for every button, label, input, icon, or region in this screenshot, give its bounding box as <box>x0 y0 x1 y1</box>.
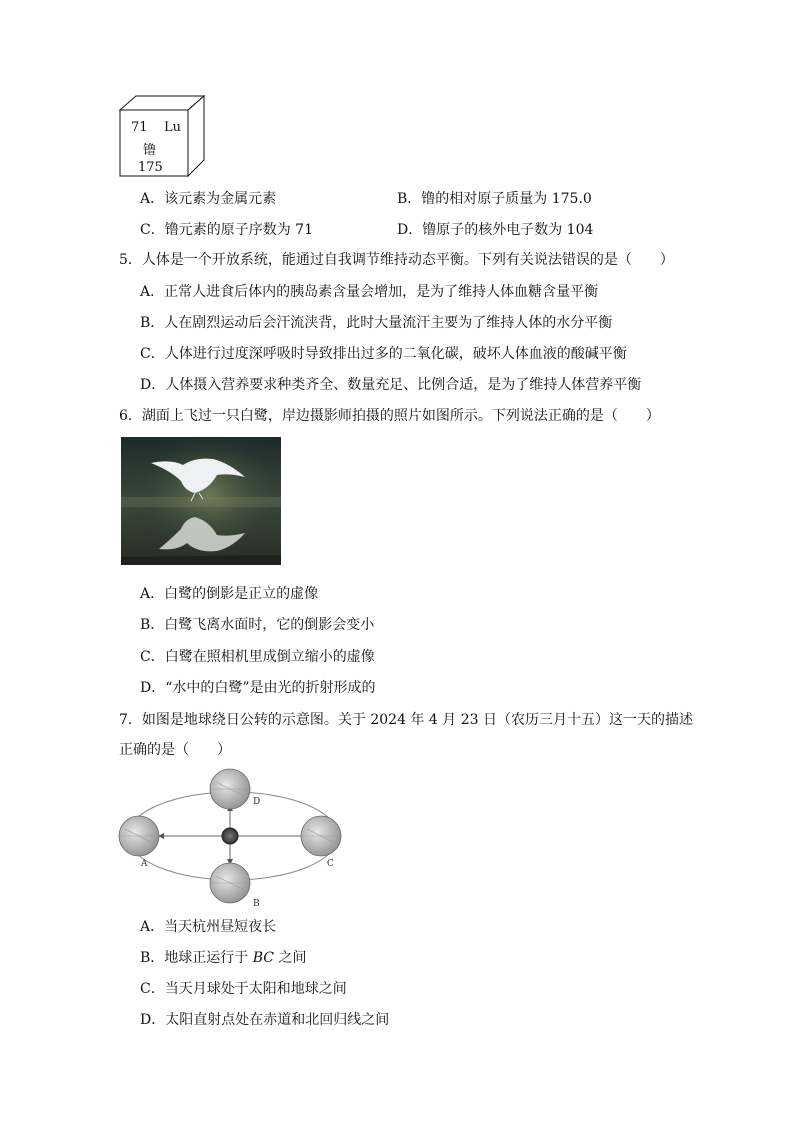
q6-stem: 6．湖面上飞过一只白鹭，岸边摄影师拍摄的照片如图所示。下列说法正确的是（ ） <box>119 408 660 424</box>
q7-option-d: D．太阳直射点处在赤道和北回归线之间 <box>140 1012 390 1028</box>
q7-option-b-variable: BC <box>252 950 275 966</box>
q7-option-a: A．当天杭州昼短夜长 <box>140 919 277 935</box>
q4-option-c: C．镥元素的原子序数为 71 <box>140 222 313 238</box>
earth-icon <box>301 816 341 856</box>
q5-option-a: A．正常人进食后体内的胰岛素含量会增加，是为了维持人体血糖含量平衡 <box>140 284 599 300</box>
q7-option-c: C．当天月球处于太阳和地球之间 <box>140 981 347 997</box>
q4-option-b: B．镥的相对原子质量为 175.0 <box>397 191 592 207</box>
orbit-label-d: D <box>253 797 261 807</box>
element-card-lutetium <box>118 94 214 182</box>
atomic-mass: 175 <box>138 160 163 175</box>
orbit-label-a: A <box>141 859 148 869</box>
orbit-label-c: C <box>327 859 334 869</box>
q7-option-b-suffix: 之间 <box>274 950 307 966</box>
element-name: 镥 <box>143 143 157 158</box>
egret-photo <box>121 437 281 565</box>
earth-icon <box>210 769 250 809</box>
atomic-number: 71 <box>131 120 148 135</box>
q7-option-b <box>140 947 306 967</box>
q4-option-a: A．该元素为金属元素 <box>140 191 277 207</box>
sun-icon <box>222 828 238 844</box>
q6-option-a: A．白鹭的倒影是正立的虚像 <box>140 586 319 602</box>
q6-option-d: D．“水中的白鹭”是由光的折射形成的 <box>140 680 376 696</box>
q4-option-d: D．镥原子的核外电子数为 104 <box>397 222 594 238</box>
q6-option-c: C．白鹭在照相机里成倒立缩小的虚像 <box>140 649 375 665</box>
q5-stem: 5．人体是一个开放系统，能通过自我调节维持动态平衡。下列有关说法错误的是（ ） <box>119 252 674 268</box>
q7-stem-line1: 7．如图是地球绕日公转的示意图。关于 2024 年 4 月 23 日（农历三月十五）这一天的描述 <box>119 712 693 728</box>
earth-icon <box>119 816 159 856</box>
earth-orbit-diagram <box>113 764 353 910</box>
q7-option-b-prefix: B．地球正运行于 <box>140 950 253 966</box>
q5-option-d: D．人体摄入营养要求种类齐全、数量充足、比例合适，是为了维持人体营养平衡 <box>140 377 642 393</box>
earth-icon <box>210 863 250 903</box>
q7-stem-line2: 正确的是（ ） <box>119 742 231 758</box>
element-symbol: Lu <box>164 120 182 135</box>
q6-option-b: B．白鹭飞离水面时，它的倒影会变小 <box>140 617 375 633</box>
q5-option-b: B．人在剧烈运动后会汗流浃背，此时大量流汗主要为了维持人体的水分平衡 <box>140 315 613 331</box>
element-cube-outline <box>118 94 214 182</box>
orbit-label-b: B <box>253 899 260 909</box>
q5-option-c: C．人体进行过度深呼吸时导致排出过多的二氧化碳，破坏人体血液的酸碱平衡 <box>140 346 627 362</box>
